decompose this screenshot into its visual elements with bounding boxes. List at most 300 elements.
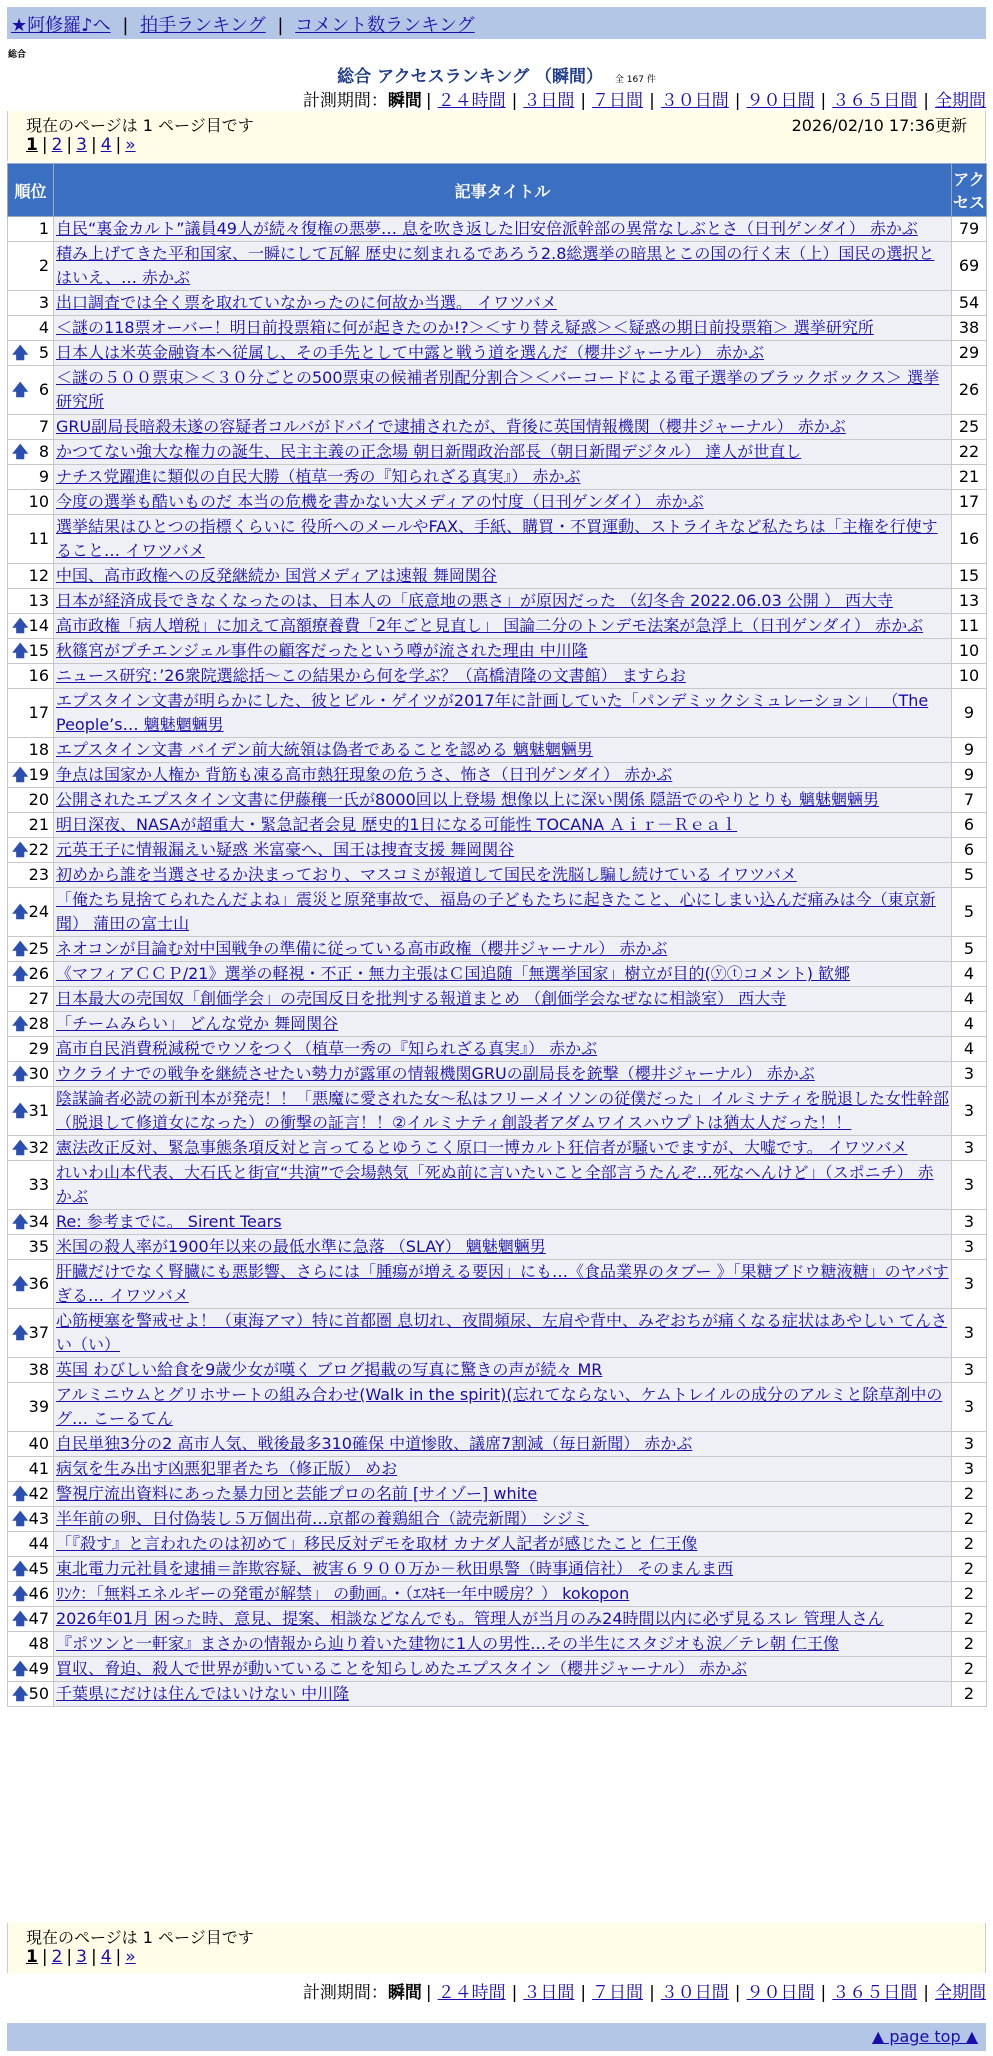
article-title-link[interactable]: 選挙結果はひとつの指標くらいに 役所へのメールやFAX、手紙、購買・不買運動、ストライキなど私たちは「主権を行使すること… イワツバメ	[56, 517, 938, 560]
rank-up-arrow-icon: 🡅	[12, 1584, 29, 1603]
article-title-link[interactable]: 「俺たち見捨てられたんだよね」震災と原発事故で、福島の子どもたちに起きたこと、心にしまい込んだ痛みは今（東京新聞） 蒲田の富士山	[56, 890, 936, 933]
rank-number: 19	[28, 765, 49, 784]
period-separator: |	[580, 91, 587, 111]
article-title-link[interactable]: 初めから誰を当選させるか決まっており、マスコミが報道して国民を洗脳し騙し続けている イワツバメ	[56, 865, 797, 884]
article-title-link[interactable]: 肝臓だけでなく腎臓にも悪影響、さらには「腫瘍が増える要因」にも…《食品業界のタブー 》「果糖ブドウ糖液糖」のヤバすぎる… イワツバメ	[56, 1262, 949, 1305]
table-row	[8, 639, 987, 664]
rank-number: 38	[28, 1360, 49, 1379]
table-row	[8, 763, 987, 788]
title-cell	[54, 1557, 952, 1582]
period-selector-bottom	[303, 1978, 988, 2003]
title-cell	[54, 1682, 952, 1707]
article-title-link[interactable]: 米国の殺人率が1900年以来の最低水準に急落 （SLAY） 魑魅魍魎男	[56, 1237, 546, 1256]
period-link[interactable]: ３０日間	[660, 91, 729, 111]
table-row	[8, 664, 987, 689]
rank-cell	[8, 1582, 54, 1607]
rank-number: 40	[28, 1434, 49, 1453]
title-cell	[54, 1309, 952, 1358]
period-link[interactable]: ２４時間	[437, 1983, 506, 2003]
rank-number: 33	[28, 1175, 49, 1194]
article-title-link[interactable]: アルミニウムとグリホサートの組み合わせ(Walk in the spirit)(忘れてならない、ケムトレイルの成分のアルミと除草剤中のグ… こーるてん	[56, 1385, 943, 1428]
access-count: 4	[952, 1037, 987, 1062]
table-row	[8, 1260, 987, 1309]
article-title-link[interactable]: エプスタイン文書が明らかにした、彼とビル・ゲイツが2017年に計画していた「パンデミックシミュレーション」 （The People’s… 魑魅魍魎男	[56, 691, 929, 734]
article-title-link[interactable]: 自民単独3分の2 高市人気、戦後最多310確保 中道惨敗、議席7割減（毎日新聞） 赤かぶ	[56, 1434, 693, 1453]
rank-number: 4	[38, 318, 49, 337]
article-title-link[interactable]: かつてない強大な権力の誕生、民主主義の正念場 朝日新聞政治部長（朝日新聞デジタル） 達人が世直し	[56, 442, 802, 461]
page-link[interactable]: 3	[76, 135, 87, 155]
access-count: 15	[952, 564, 987, 589]
page-link[interactable]: 4	[100, 135, 112, 155]
access-count: 11	[952, 614, 987, 639]
rank-cell	[8, 1632, 54, 1657]
table-row	[8, 689, 987, 738]
article-title-link[interactable]: 日本が経済成長できなくなったのは、日本人の「底意地の悪さ」が原因だった （幻冬舎 2022.06.03 公開 ） 西大寺	[56, 591, 894, 610]
article-title-link[interactable]: 自民“裏金カルト”議員49人が続々復権の悪夢… 息を吹き返した旧安倍派幹部の異常なしぶとさ（日刊ゲンダイ） 赤かぶ	[56, 219, 918, 238]
title-cell	[54, 341, 952, 366]
title-cell	[54, 589, 952, 614]
title-cell	[54, 838, 952, 863]
article-title-link[interactable]: ナチス党躍進に類似の自民大勝（植草一秀の『知られざる真実』） 赤かぶ	[56, 467, 581, 486]
title-cell	[54, 813, 952, 838]
period-selector	[303, 86, 988, 111]
period-link[interactable]: ９０日間	[746, 91, 815, 111]
rank-number: 25	[28, 939, 49, 958]
rank-up-arrow-icon: 🡅	[12, 442, 29, 461]
rank-cell	[8, 415, 54, 440]
title-cell	[54, 1657, 952, 1682]
title-cell	[54, 1062, 952, 1087]
period-link[interactable]: ３６５日間	[832, 91, 918, 111]
nav-separator: |	[277, 15, 284, 36]
article-title-link[interactable]: 《マフィアＣＣＰ/21》選挙の軽視・不正・無力主張はＣ国追随「無選挙国家」樹立が目的(ⓨⓣコメント) 歓郷	[56, 964, 851, 983]
rank-up-arrow-icon: 🡅	[12, 1064, 29, 1083]
rank-cell	[8, 1657, 54, 1682]
rank-cell	[8, 316, 54, 341]
page-link[interactable]: 2	[51, 135, 63, 155]
home-link[interactable]: ★阿修羅♪へ	[11, 15, 111, 36]
title-cell	[54, 1532, 952, 1557]
table-row	[8, 863, 987, 888]
section-label: 総合	[8, 50, 27, 60]
period-link[interactable]: 全期間	[935, 91, 986, 111]
period-separator: |	[734, 91, 741, 111]
rank-cell	[8, 763, 54, 788]
article-title-link[interactable]: 出口調査では全く票を取れていなかったのに何故か当選。 イワツバメ	[56, 293, 557, 312]
table-row	[8, 1383, 987, 1432]
title-cell	[54, 1632, 952, 1657]
rank-number: 36	[28, 1274, 49, 1293]
rank-number: 13	[28, 591, 49, 610]
title-cell	[54, 1358, 952, 1383]
article-title-link[interactable]: 2026年01月 困った時、意見、提案、相談などなんでも。管理人が当月のみ24時間以内に必ず見るスレ 管理人さん	[56, 1609, 884, 1628]
table-header-row	[8, 164, 987, 217]
comment-ranking-link[interactable]: コメント数ランキング	[295, 15, 475, 36]
rank-cell	[8, 1136, 54, 1161]
page-link[interactable]: 4	[100, 1947, 112, 1967]
article-title-link[interactable]: Re: 参考までに。 Sirent Tears	[56, 1212, 282, 1231]
page-separator: |	[90, 135, 97, 155]
rank-number: 8	[38, 442, 49, 461]
title-cell	[54, 242, 952, 291]
access-count: 2	[952, 1557, 987, 1582]
rank-cell	[8, 1607, 54, 1632]
article-title-link[interactable]: エプスタイン文書 バイデン前大統領は偽者であることを認める 魑魅魍魎男	[56, 740, 593, 759]
period-link[interactable]: ３日間	[523, 91, 575, 111]
rank-cell	[8, 863, 54, 888]
period-link[interactable]: ２４時間	[437, 91, 506, 111]
table-row	[8, 1657, 987, 1682]
rank-number: 17	[28, 703, 49, 722]
title-cell	[54, 1161, 952, 1210]
table-row	[8, 366, 987, 415]
rank-cell	[8, 1087, 54, 1136]
rank-cell	[8, 888, 54, 937]
page-title: 総合 アクセスランキング （瞬間）	[337, 67, 603, 87]
access-count: 6	[952, 813, 987, 838]
title-cell	[54, 1210, 952, 1235]
title-cell	[54, 366, 952, 415]
article-title-link[interactable]: 秋篠宮がプチエンジェル事件の顧客だったという噂が流された理由 中川隆	[56, 641, 588, 660]
rank-number: 30	[28, 1064, 49, 1083]
rank-cell	[8, 1482, 54, 1507]
table-row	[8, 788, 987, 813]
page-link[interactable]: 3	[76, 1947, 87, 1967]
access-count: 22	[952, 440, 987, 465]
rank-up-arrow-icon: 🡅	[12, 964, 29, 983]
table-row	[8, 1136, 987, 1161]
rank-up-arrow-icon: 🡅	[12, 1101, 29, 1120]
title-cell	[54, 987, 952, 1012]
table-row	[8, 440, 987, 465]
period-separator: |	[511, 91, 518, 111]
access-count: 2	[952, 1682, 987, 1707]
period-separator: |	[425, 1983, 432, 2003]
access-count: 9	[952, 738, 987, 763]
article-title-link[interactable]: 今度の選挙も酷いものだ 本当の危機を書かない大メディアの忖度（日刊ゲンダイ） 赤かぶ	[56, 492, 704, 511]
article-title-link[interactable]: 陰謀論者必読の新刊本が発売！！「悪魔に愛された女～私はフリーメイソンの従僕だった」イルミナティを脱退した女性幹部（脱退して修道女になった）の衝撃の証言！！②イルミナティ創設者アダムワイスハウプトは猶太人だった！！	[56, 1089, 949, 1132]
title-cell	[54, 465, 952, 490]
period-separator: |	[820, 1983, 827, 2003]
title-cell	[54, 639, 952, 664]
title-cell	[54, 788, 952, 813]
rank-number: 2	[38, 256, 49, 275]
access-count: 26	[952, 366, 987, 415]
rank-number: 34	[28, 1212, 49, 1231]
title-cell	[54, 738, 952, 763]
article-title-link[interactable]: GRU副局長暗殺未遂の容疑者コルバがドバイで逮捕されたが、背後に英国情報機関（櫻井ジャーナル） 赤かぶ	[56, 417, 846, 436]
period-current: 瞬間	[387, 91, 422, 111]
page-separator: |	[90, 1947, 97, 1967]
rank-up-arrow-icon: 🡅	[12, 1138, 29, 1157]
title-cell	[54, 1457, 952, 1482]
access-count: 2	[952, 1657, 987, 1682]
title-cell	[54, 1607, 952, 1632]
title-cell	[54, 664, 952, 689]
rank-number: 43	[28, 1509, 49, 1528]
period-link[interactable]: ３０日間	[660, 1983, 729, 2003]
rank-cell	[8, 738, 54, 763]
table-row	[8, 738, 987, 763]
title-cell	[54, 291, 952, 316]
ranking-table	[7, 163, 987, 1707]
article-title-link[interactable]: 高市自民消費税減税でウソをつく（植草一秀の『知られざる真実』） 赤かぶ	[56, 1039, 598, 1058]
article-title-link[interactable]: 千葉県にだけは住んではいけない 中川隆	[56, 1684, 350, 1703]
article-title-link[interactable]: 高市政権「病人増税」に加えて高額療養費「2年ごと見直し」 国論二分のトンデモ法案が急浮上（日刊ゲンダイ） 赤かぶ	[56, 616, 924, 635]
table-row	[8, 465, 987, 490]
rank-cell	[8, 1557, 54, 1582]
current-page-text: 現在のページは 1 ページ目です	[26, 1928, 254, 1947]
access-count: 29	[952, 341, 987, 366]
article-title-link[interactable]: 憲法改正反対、緊急事態条項反対と言ってるとゆうこく原口一博カルト狂信者が騒いでますが、大嘘です。 イワツバメ	[56, 1138, 908, 1157]
title-cell	[54, 1482, 952, 1507]
access-count: 3	[952, 1062, 987, 1087]
access-count: 5	[952, 863, 987, 888]
page-link[interactable]: 2	[51, 1947, 63, 1967]
table-row	[8, 1632, 987, 1657]
table-row	[8, 1432, 987, 1457]
table-row	[8, 1062, 987, 1087]
article-title-link[interactable]: 明日深夜、NASAが超重大・緊急記者会見 歴史的1日になる可能性 TOCANA Ａｉｒ－Ｒｅａｌ	[56, 815, 738, 834]
title-cell	[54, 1582, 952, 1607]
rank-number: 11	[28, 529, 49, 548]
access-count: 6	[952, 838, 987, 863]
rank-number: 1	[38, 219, 49, 238]
access-count: 3	[952, 1309, 987, 1358]
period-separator: |	[425, 91, 432, 111]
access-count: 69	[952, 242, 987, 291]
access-count: 5	[952, 888, 987, 937]
rank-number: 32	[28, 1138, 49, 1157]
period-link[interactable]: ３６５日間	[832, 1983, 918, 2003]
access-count: 13	[952, 589, 987, 614]
rank-number: 5	[38, 343, 49, 362]
title-cell	[54, 689, 952, 738]
rank-cell	[8, 788, 54, 813]
period-separator: |	[923, 91, 929, 111]
access-count: 4	[952, 962, 987, 987]
article-title-link[interactable]: ﾘﾝｸ：「無料エネルギーの発電が解禁」 の動画。・（ｴｽｷﾓ一年中暖房？） kokopon	[56, 1584, 630, 1603]
rank-up-arrow-icon: 🡅	[12, 616, 29, 635]
page-top-link[interactable]: ▲ page top ▲	[871, 2027, 978, 2046]
table-row	[8, 316, 987, 341]
title-cell	[54, 440, 952, 465]
period-link[interactable]: 全期間	[935, 1983, 986, 2003]
article-title-link[interactable]: 『ポツンと一軒家』まさかの情報から辿り着いた建物に1人の男性…その半生にスタジオも涙／テレ朝 仁王像	[56, 1634, 839, 1653]
article-title-link[interactable]: ＜謎の５００票束＞＜３０分ごとの500票束の候補者別配分割合＞＜バーコードによる電子選挙のブラックボックス＞ 選挙研究所	[56, 368, 940, 411]
table-row	[8, 962, 987, 987]
rank-cell	[8, 1210, 54, 1235]
period-link[interactable]: ７日間	[592, 1983, 644, 2003]
access-count: 2	[952, 1507, 987, 1532]
title-cell	[54, 1235, 952, 1260]
nav-separator: |	[122, 15, 129, 36]
period-separator: |	[923, 1983, 929, 2003]
rank-number: 7	[38, 417, 49, 436]
table-row	[8, 1309, 987, 1358]
table-row	[8, 1161, 987, 1210]
rank-cell	[8, 1037, 54, 1062]
article-title-link[interactable]: ＜謎の118票オーバー！明日前投票箱に何が起きたのか!?＞＜すり替え疑惑＞＜疑惑の期日前投票箱＞ 選挙研究所	[56, 318, 874, 337]
article-title-link[interactable]: 心筋梗塞を警戒せよ！（東海アマ）特に首都圏 息切れ、夜間頻尿、左肩や背中、みぞおちが痛くなる症状はあやしい てんさい（い）	[56, 1311, 948, 1354]
rank-number: 42	[28, 1484, 49, 1503]
article-title-link[interactable]: 英国 わびしい給食を9歳少女が嘆く ブログ掲載の写真に驚きの声が続々 MR	[56, 1360, 603, 1379]
page-next-link[interactable]: »	[125, 135, 136, 155]
rank-number: 23	[28, 865, 49, 884]
rank-up-arrow-icon: 🡅	[12, 1684, 29, 1703]
table-row	[8, 490, 987, 515]
rank-up-arrow-icon: 🡅	[12, 1609, 29, 1628]
access-count: 9	[952, 689, 987, 738]
article-title-link[interactable]: 東北電力元社員を逮捕＝詐欺容疑、被害６９００万か－秋田県警（時事通信社） そのまんま西	[56, 1559, 734, 1578]
table-row	[8, 838, 987, 863]
rank-cell	[8, 813, 54, 838]
rank-number: 18	[28, 740, 49, 759]
table-row	[8, 1582, 987, 1607]
article-title-link[interactable]: ウクライナでの戦争を継続させたい勢力が露軍の情報機関GRUの副局長を銃撃（櫻井ジャーナル） 赤かぶ	[56, 1064, 815, 1083]
period-label: 計測期間：	[302, 1983, 388, 2003]
rank-up-arrow-icon: 🡅	[12, 1659, 29, 1678]
rank-cell	[8, 291, 54, 316]
rank-up-arrow-icon: 🡅	[12, 641, 29, 660]
article-title-link[interactable]: 病気を生み出す凶悪犯罪者たち（修正版） めお	[56, 1459, 398, 1478]
table-row	[8, 1607, 987, 1632]
access-count: 4	[952, 1012, 987, 1037]
rank-cell	[8, 217, 54, 242]
access-count: 3	[952, 1087, 987, 1136]
pager-bottom	[7, 1923, 986, 1973]
article-title-link[interactable]: 中国、高市政権への反発継続か 国営メディアは速報 舞岡関谷	[56, 566, 497, 585]
access-count: 10	[952, 664, 987, 689]
rank-number: 39	[28, 1397, 49, 1416]
footer-bar	[7, 2023, 986, 2051]
table-row	[8, 1482, 987, 1507]
period-current: 瞬間	[387, 1983, 422, 2003]
rank-number: 44	[28, 1534, 49, 1553]
table-row	[8, 1457, 987, 1482]
article-title-link[interactable]: 日本人は米英金融資本へ従属し、その手先として中露と戦う道を選んだ（櫻井ジャーナル） 赤かぶ	[56, 343, 764, 362]
article-title-link[interactable]: 積み上げてきた平和国家、一瞬にして瓦解 歴史に刻まれるであろう2.8総選挙の暗黒とこの国の行く末（上）国民の選択とはいえ、… 赤かぶ	[56, 244, 935, 287]
article-title-link[interactable]: ニュース研究：’26衆院選総括～この結果から何を学ぶ？（高橋清隆の文書館） ますらお	[56, 666, 686, 685]
article-title-link[interactable]: 争点は国家か人権か 背筋も凍る高市熱狂現象の危うさ、怖さ（日刊ゲンダイ） 赤かぶ	[56, 765, 673, 784]
table-row	[8, 987, 987, 1012]
rank-cell	[8, 341, 54, 366]
period-link[interactable]: ３日間	[523, 1983, 575, 2003]
total-count: 全 167 件	[614, 75, 656, 85]
rank-cell	[8, 1358, 54, 1383]
rank-cell	[8, 1012, 54, 1037]
title-cell	[54, 937, 952, 962]
rank-number: 14	[28, 616, 49, 635]
rank-cell	[8, 440, 54, 465]
rank-cell	[8, 1532, 54, 1557]
title-cell	[54, 1383, 952, 1432]
pager-status-line	[26, 113, 967, 135]
page-next-link[interactable]: »	[125, 1947, 136, 1967]
table-row	[8, 291, 987, 316]
rank-cell	[8, 987, 54, 1012]
title-cell	[54, 1507, 952, 1532]
rank-cell	[8, 962, 54, 987]
period-separator: |	[511, 1983, 518, 2003]
pager-top	[7, 111, 986, 161]
page-separator: |	[115, 135, 122, 155]
table-row	[8, 1358, 987, 1383]
updated-timestamp: 2026/02/10 17:36更新	[791, 116, 967, 135]
access-count: 2	[952, 1582, 987, 1607]
title-cell	[54, 614, 952, 639]
table-row	[8, 1012, 987, 1037]
rank-number: 45	[28, 1559, 49, 1578]
table-row	[8, 1210, 987, 1235]
access-count: 2	[952, 1607, 987, 1632]
period-separator: |	[820, 91, 827, 111]
article-title-link[interactable]: れいわ山本代表、大石氏と街宣“共演”で会場熱気「死ぬ前に言いたいこと全部言うたんぞ…死なへんけど」（スポニチ） 赤かぶ	[56, 1163, 934, 1206]
period-link[interactable]: ７日間	[592, 91, 644, 111]
rank-cell	[8, 1309, 54, 1358]
rank-cell	[8, 564, 54, 589]
period-label: 計測期間：	[302, 91, 388, 111]
rank-number: 6	[38, 380, 49, 399]
access-count: 25	[952, 415, 987, 440]
article-title-link[interactable]: 「『殺す』と言われたのは初めて」移民反対デモを取材 カナダ人記者が感じたこと 仁王像	[56, 1534, 698, 1553]
rank-number: 31	[28, 1101, 49, 1120]
rank-number: 29	[28, 1039, 49, 1058]
rank-cell	[8, 1161, 54, 1210]
title-cell	[54, 888, 952, 937]
article-title-link[interactable]: 「チームみらい」 どんな党か 舞岡関谷	[56, 1014, 339, 1033]
article-title-link[interactable]: 警視庁流出資料にあった暴力団と芸能プロの名前 [サイゾー] white	[56, 1484, 538, 1503]
access-count: 3	[952, 1260, 987, 1309]
pager-status-line	[26, 1925, 967, 1947]
title-cell	[54, 415, 952, 440]
title-header: 記事タイトル	[54, 164, 952, 217]
page-numbers	[26, 1947, 967, 1967]
page-numbers	[26, 135, 967, 155]
access-count: 79	[952, 217, 987, 242]
current-page-text: 現在のページは 1 ページ目です	[26, 116, 254, 135]
count-header: アクセス	[952, 164, 987, 217]
table-row	[8, 937, 987, 962]
rank-cell	[8, 589, 54, 614]
article-title-link[interactable]: 買収、脅迫、殺人で世界が動いていることを知らしめたエプスタイン（櫻井ジャーナル） 赤かぶ	[56, 1659, 748, 1678]
rank-number: 16	[28, 666, 49, 685]
page-current: 1	[26, 1947, 38, 1967]
title-cell	[54, 763, 952, 788]
rank-cell	[8, 838, 54, 863]
article-title-link[interactable]: 公開されたエプスタイン文書に伊藤穰一氏が8000回以上登場 想像以上に深い関係 隠語でのやりとりも 魑魅魍魎男	[56, 790, 880, 809]
period-link[interactable]: ９０日間	[746, 1983, 815, 2003]
access-count: 3	[952, 1383, 987, 1432]
article-title-link[interactable]: 日本最大の売国奴「創価学会」の売国反日を批判する報道まとめ （創価学会なぜなに相談室） 西大寺	[56, 989, 787, 1008]
rank-number: 22	[28, 840, 49, 859]
rank-up-arrow-icon: 🡅	[12, 1323, 29, 1342]
article-title-link[interactable]: ネオコンが目論む対中国戦争の準備に従っている高市政権（櫻井ジャーナル） 赤かぶ	[56, 939, 668, 958]
article-title-link[interactable]: 元英王子に情報漏えい疑惑 米富豪へ、国王は捜査支援 舞岡関谷	[56, 840, 515, 859]
table-row	[8, 1507, 987, 1532]
title-cell	[54, 490, 952, 515]
rank-cell	[8, 664, 54, 689]
rank-cell	[8, 1682, 54, 1707]
rank-cell	[8, 1507, 54, 1532]
rank-cell	[8, 614, 54, 639]
clap-ranking-link[interactable]: 拍手ランキング	[140, 15, 266, 36]
rank-cell	[8, 937, 54, 962]
article-title-link[interactable]: 半年前の卵、日付偽装し５万個出荷…京都の養鶏組合（読売新聞） シジミ	[56, 1509, 589, 1528]
access-count: 3	[952, 1210, 987, 1235]
rank-up-arrow-icon: 🡅	[12, 380, 29, 399]
title-cell	[54, 515, 952, 564]
